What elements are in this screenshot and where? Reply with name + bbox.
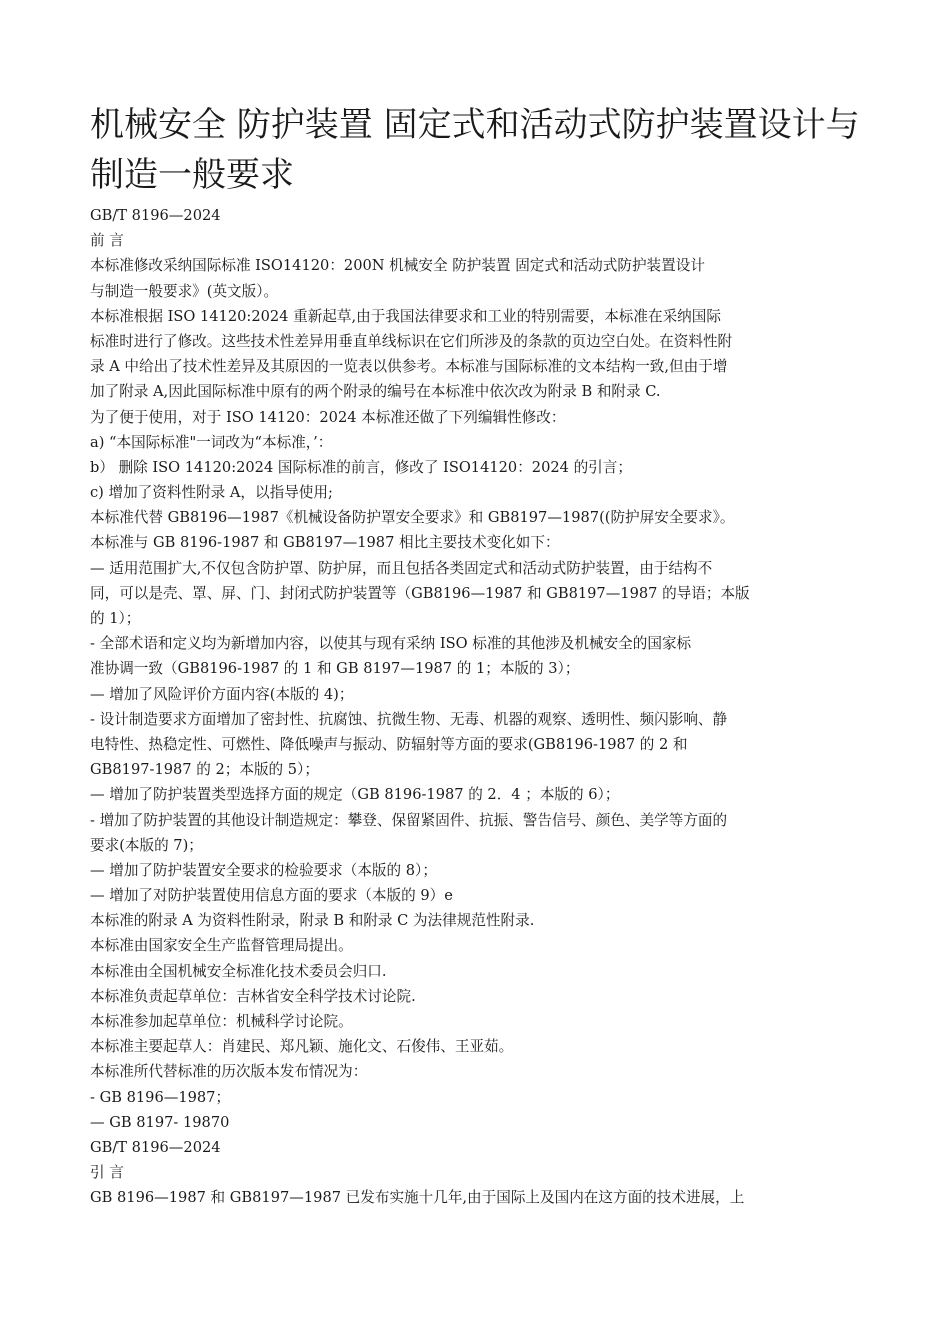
text-line: - 设计制造要求方面增加了密封性、抗腐蚀、抗微生物、无毒、机器的观察、透明性、频闪影响、静	[90, 710, 728, 728]
text-line: GB/T 8196—2024	[90, 1138, 221, 1156]
document-title: 机械安全 防护装置 固定式和活动式防护装置设计与制造一般要求	[90, 105, 860, 195]
text-line: 本标准由全国机械安全标准化技术委员会归口.	[90, 962, 387, 980]
text-line: — 增加了风险评价方面内容(本版的 4)；	[90, 685, 354, 703]
text-line: 本标准主要起草人：肖建民、郑凡颖、施化文、石俊伟、王亚茹。	[90, 1038, 514, 1056]
text-line: GB 8196—1987 和 GB8197—1987 已发布实施十几年,由于国际上及国内在这方面的技术进展，上	[90, 1189, 745, 1207]
text-line: GB/T 8196—2024	[90, 207, 221, 224]
text-line: 本标准所代替标准的历次版本发布情况为：	[90, 1063, 368, 1081]
document-body	[90, 203, 850, 1211]
text-line: 本标准与 GB 8196-1987 和 GB8197—1987 相比主要技术变化如下：	[90, 534, 560, 552]
text-line: c) 增加了资料性附录 A，以指导使用;	[90, 484, 333, 502]
text-line: — GB 8197- 19870	[90, 1113, 230, 1131]
text-line: — 增加了防护装置类型选择方面的规定（GB 8196-1987 的 2．4 ；本版的 6）；	[90, 786, 620, 804]
text-line: 引 言	[90, 1164, 124, 1182]
text-line: 本标准代替 GB8196—1987《机械设备防护罩安全要求》和 GB8197—1987((防护屏安全要求》。	[90, 509, 735, 527]
text-line: 的 1）；	[90, 610, 141, 627]
text-line: 与制造一般要求》(英文版）。	[90, 282, 279, 300]
text-line: 本标准负责起草单位：吉林省安全科学技术讨论院.	[90, 987, 416, 1005]
text-line: a) “本国际标准"一词改为“本标准，’：	[90, 433, 333, 451]
text-line: 标准时进行了修改。这些技术性差异用垂直单线标识在它们所涉及的条款的页边空白处。在资料性附	[90, 332, 733, 350]
text-line: 准协调一致（GB8196-1987 的 1 和 GB 8197—1987 的 1；本版的 3）；	[90, 660, 580, 678]
text-line: — 适用范围扩大,不仅包含防护罩、防护屏，而且包括各类固定式和活动式防护装置，由于结构不	[90, 559, 713, 577]
text-line: 本标准参加起草单位：机械科学讨论院。	[90, 1013, 353, 1030]
text-line: 同，可以是壳、罩、屏、门、封闭式防护装置等（GB8196—1987 和 GB8197—1987 的导语；本版	[90, 584, 750, 602]
text-line: 本标准由国家安全生产监督管理局提出。	[90, 937, 353, 955]
text-line: - GB 8196—1987；	[90, 1088, 231, 1106]
text-line: 电特性、热稳定性、可燃性、降低噪声与振动、防辐射等方面的要求(GB8196-1987 的 2 和	[90, 735, 688, 753]
text-line: 本标准根据 ISO 14120:2024 重新起草,由于我国法律要求和工业的特别需要，本标准在采纳国际	[90, 307, 721, 325]
text-line: GB8197-1987 的 2；本版的 5）；	[90, 761, 319, 779]
text-line: b） 删除 ISO 14120:2024 国际标准的前言，修改了 ISO14120：2024 的引言；	[90, 458, 632, 476]
text-line: 要求(本版的 7)；	[90, 836, 203, 854]
text-line: 本标准修改采纳国际标准 ISO14120：200N 机械安全 防护装置 固定式和活动式防护装置设计	[90, 257, 705, 275]
text-line: 录 A 中给出了技术性差异及其原因的一览表以供参考。本标准与国际标准的文本结构一致,但由于增	[90, 358, 728, 376]
text-line: - 增加了防护装置的其他设计制造规定：攀登、保留紧固件、抗振、警告信号、颜色、美学等方面的	[90, 811, 728, 829]
text-line: — 增加了防护装置安全要求的检验要求（本版的 8）；	[90, 861, 437, 879]
text-line: — 增加了对防护装置使用信息方面的要求（本版的 9）e	[90, 887, 453, 905]
text-line: 为了便于使用，对于 ISO 14120：2024 本标准还做了下列编辑性修改：	[90, 408, 566, 426]
text-line: 本标准的附录 A 为资料性附录，附录 B 和附录 C 为法律规范性附录.	[90, 912, 535, 930]
text-line: 前 言	[90, 232, 124, 250]
text-line: 加了附录 A,因此国际标准中原有的两个附录的编号在本标准中依次改为附录 B 和附录 C.	[90, 383, 661, 401]
text-line: - 全部术语和定义均为新增加内容，以使其与现有采纳 ISO 标准的其他涉及机械安全的国家标	[90, 635, 692, 653]
